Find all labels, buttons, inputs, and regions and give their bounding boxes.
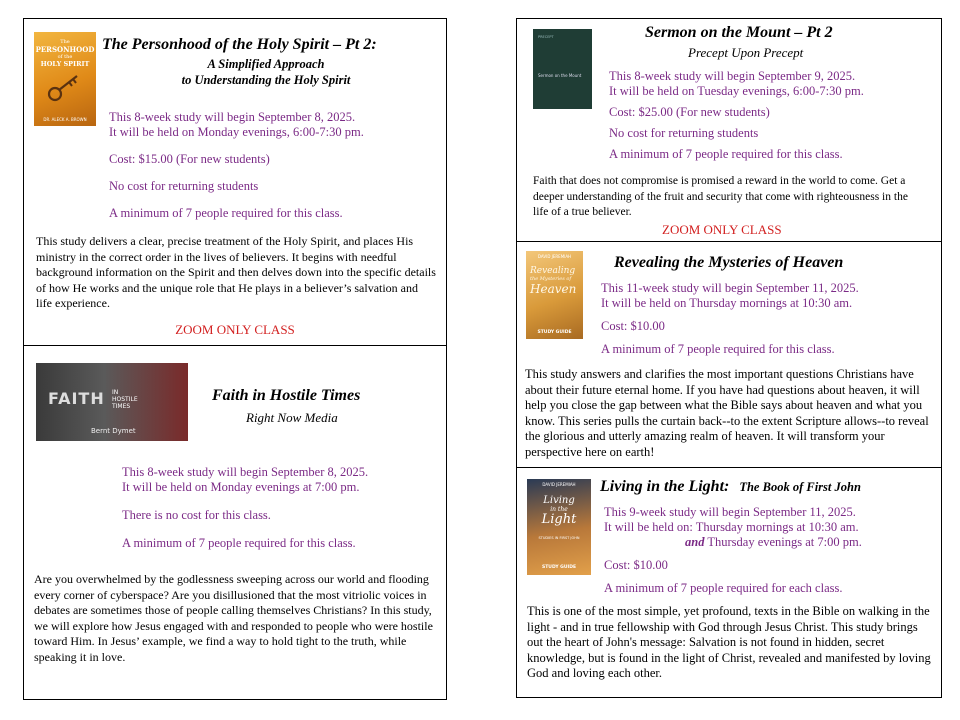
detail-returning: No cost for returning students xyxy=(609,126,759,140)
course-details xyxy=(601,281,859,357)
course-subtitle: Precept Upon Precept xyxy=(688,45,804,60)
detail-start: This 9-week study will begin September 11, 2025. xyxy=(604,505,856,519)
detail-minimum: A minimum of 7 people required for each class. xyxy=(604,581,843,595)
cover-label: STUDY GUIDE xyxy=(541,565,577,570)
section-divider xyxy=(517,241,941,242)
cover-title-line: the Mysteries of xyxy=(530,276,572,282)
course-description: This study answers and clarifies the most important questions Christians have about their future eternal home. If you have had questions about heaven, it will help you close the gap between what the Bible says about heaven and what you know. This series pulls the curtain back--to the extent Scripture allows--to reveal the glorious and utterly amazing realm of heaven. It will transform your perspective here on earth! xyxy=(525,367,929,459)
detail-cost: Cost: $15.00 (For new students) xyxy=(109,152,270,166)
course-title-suffix: The Book of First John xyxy=(739,480,861,494)
right-column xyxy=(516,18,942,698)
course-details xyxy=(604,505,862,596)
course-title: Sermon on the Mount – Pt 2 xyxy=(645,24,833,41)
cover-label: STUDY GUIDE xyxy=(537,330,572,335)
cover-title xyxy=(527,496,591,526)
cover-text: HOLY SPIRIT xyxy=(40,60,90,68)
course-description: Faith that does not compromise is promised a reward in the world to come. Get a deeper understanding of the fruit and security that come with righteousness in the life of a true believer. xyxy=(533,175,908,218)
detail-cost: Cost: $10.00 xyxy=(601,319,665,333)
detail-cost: There is no cost for this class. xyxy=(122,508,271,522)
book-cover-heaven xyxy=(526,251,583,339)
cover-author: DAVID JEREMIAH xyxy=(542,482,576,487)
cover-text: PERSONHOOD xyxy=(35,45,95,54)
and-connector: and xyxy=(685,535,705,549)
course-description: This study delivers a clear, precise treatment of the Holy Spirit, and places His ministry in the correct order in the lives of believers. It begins with needful background information on the Spirit and then delves down into the specific details of how He works and the unique role that He plays in a believer’s salvation and life experience. xyxy=(36,234,436,310)
cover-title-line: Living xyxy=(543,495,575,506)
cover-author: DR. ALECK A. BROWN xyxy=(43,117,87,122)
zoom-only-note: ZOOM ONLY CLASS xyxy=(175,322,295,337)
cover-title-line: Light xyxy=(541,512,577,527)
subtitle-line: to Understanding the Holy Spirit xyxy=(181,73,351,87)
cover-text: Sermon on the Mount xyxy=(538,73,582,78)
detail-minimum: A minimum of 7 people required for this class. xyxy=(122,536,356,550)
cover-sub-line: IN xyxy=(112,389,119,396)
left-column xyxy=(23,18,447,700)
detail-cost: Cost: $25.00 (For new students) xyxy=(609,105,770,119)
course-title: Faith in Hostile Times xyxy=(212,387,361,404)
course-description: This is one of the most simple, yet profound, texts in the Bible on walking in the light - and in true fellowship with God through Jesus Christ. This study brings out the heart of John's message: Salvation is not found in hidden, secret knowledge, but is found in the light of Christ, revealed and manifested by loving God and loving each other. xyxy=(527,604,931,680)
cover-text: PRECEPT xyxy=(538,35,554,39)
course-title: Revealing the Mysteries of Heaven xyxy=(614,254,844,271)
course-description: Are you overwhelmed by the godlessness sweeping across our world and flooding every corner of cyberspace? Are you disillusioned that the most vitriolic voices in debates are sometimes those of people calling themselves Christians? In this study, we will explore how Jesus engaged with and responded to people who were hostile toward Him. In Jesus’ example, we find a way to hold tight to the truth, while speaking it in love. xyxy=(34,572,433,664)
detail-minimum: A minimum of 7 people required for this class. xyxy=(601,342,835,356)
section-divider xyxy=(517,467,941,468)
course-subtitle: Right Now Media xyxy=(246,410,338,425)
zoom-only-note: ZOOM ONLY CLASS xyxy=(662,222,782,237)
detail-returning: No cost for returning students xyxy=(109,179,259,193)
course-subtitle xyxy=(142,57,390,88)
course-title: The Personhood of the Holy Spirit – Pt 2: xyxy=(102,36,377,53)
cover-sub-line: HOSTILE xyxy=(112,396,138,403)
book-cover-faith xyxy=(36,363,188,441)
subtitle-line: A Simplified Approach xyxy=(207,57,325,71)
cover-title xyxy=(530,267,576,295)
key-icon xyxy=(45,72,85,102)
detail-minimum: A minimum of 7 people required for this class. xyxy=(109,206,343,220)
cover-text: The xyxy=(60,39,70,45)
cover-author: DAVID JEREMIAH xyxy=(537,254,572,259)
detail-evening: Thursday evenings at 7:00 pm. xyxy=(707,535,862,549)
detail-schedule: It will be held on Tuesday evenings, 6:00-7:30 pm. xyxy=(609,84,864,98)
book-cover-living-light xyxy=(527,479,591,575)
course-title-main: Living in the Light: xyxy=(600,478,730,495)
detail-schedule: It will be held on Thursday mornings at 10:30 am. xyxy=(601,296,853,310)
detail-start: This 11-week study will begin September 11, 2025. xyxy=(601,281,859,295)
detail-schedule: It will be held on Monday evenings at 7:00 pm. xyxy=(122,480,360,494)
cover-subtitle xyxy=(112,389,138,410)
cover-subtitle: STUDIES IN FIRST JOHN xyxy=(538,536,580,540)
course-details xyxy=(609,69,864,162)
detail-cost: Cost: $10.00 xyxy=(604,558,668,572)
cover-title-line: Heaven xyxy=(530,282,577,296)
detail-start: This 8-week study will begin September 9, 2025. xyxy=(609,69,856,83)
detail-minimum: A minimum of 7 people required for this class. xyxy=(609,147,843,161)
detail-schedule: It will be held on: Thursday mornings at 10:30 am. xyxy=(604,520,859,534)
detail-start: This 8-week study will begin September 8, 2025. xyxy=(122,465,369,479)
cover-title: FAITH xyxy=(48,389,105,408)
detail-schedule-second xyxy=(604,535,862,550)
course-title xyxy=(600,478,861,496)
cover-title-line: Revealing xyxy=(530,266,576,276)
course-details xyxy=(122,465,368,551)
detail-start: This 8-week study will begin September 8, 2025. xyxy=(109,110,356,124)
section-divider xyxy=(24,345,446,346)
book-cover-personhood xyxy=(34,32,96,126)
cover-text: of the xyxy=(57,54,73,60)
book-cover-sermon xyxy=(533,29,592,109)
cover-author: Bernt Dymet xyxy=(91,427,136,435)
detail-schedule: It will be held on Monday evenings, 6:00-7:30 pm. xyxy=(109,125,364,139)
course-details xyxy=(109,110,364,221)
cover-title-line: in the xyxy=(550,506,568,513)
cover-sub-line: TIMES xyxy=(112,403,131,410)
